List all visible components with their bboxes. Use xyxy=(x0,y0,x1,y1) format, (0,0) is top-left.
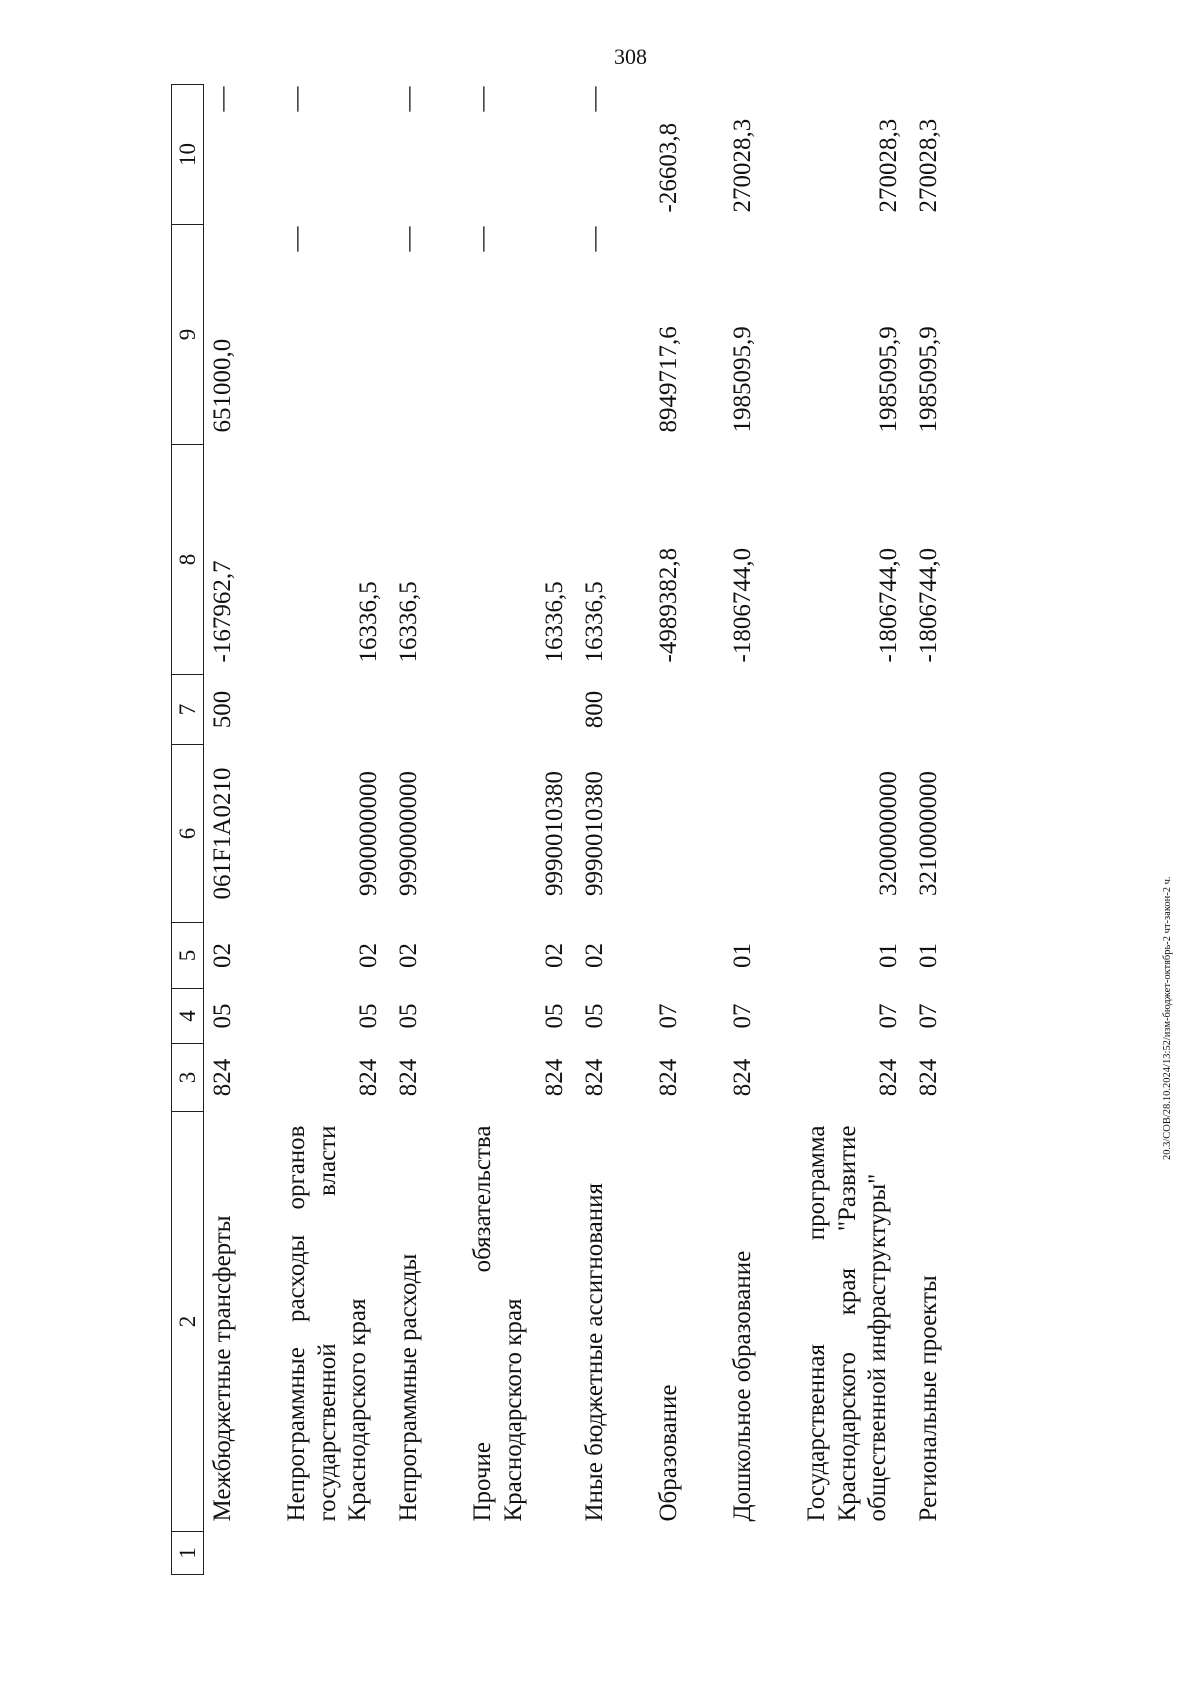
cell-target-article xyxy=(724,745,798,923)
cell-col1 xyxy=(576,1532,650,1575)
header-col-5: 5 xyxy=(172,923,204,989)
cell-expense-type xyxy=(464,675,576,745)
header-col-2: 2 xyxy=(172,1112,204,1532)
cell-subsection: 02 xyxy=(209,943,236,968)
header-col-10: 10 xyxy=(172,85,204,225)
header-col-6: 6 xyxy=(172,745,204,923)
table-row xyxy=(390,85,464,1575)
cell-name: Иные бюджетные ассигнования xyxy=(581,1182,608,1522)
cell-amount-1: -1806744,0 xyxy=(874,547,902,663)
header-col-7: 7 xyxy=(172,675,204,745)
cell-amount-3: 270028,3 xyxy=(915,118,942,213)
cell-subsection: 02 xyxy=(354,943,382,968)
cell-amount-1: 16336,5 xyxy=(354,581,382,663)
cell-target-article: 3210000000 xyxy=(915,771,942,896)
cell-amount-2: 8949717,6 xyxy=(655,326,682,433)
cell-amount-3: — xyxy=(581,86,608,112)
table-row xyxy=(724,85,798,1575)
cell-amount-1: -167962,7 xyxy=(209,560,236,663)
cell-amount-2: — xyxy=(581,226,608,252)
cell-section: 05 xyxy=(581,1003,608,1029)
cell-amount-2: 1985095,9 xyxy=(874,326,902,433)
cell-target-article xyxy=(650,745,724,923)
cell-target-article: 3200000000 xyxy=(874,771,902,896)
cell-name: Региональные проекты xyxy=(915,1275,942,1522)
cell-expense-type xyxy=(650,675,724,745)
cell-expense-type xyxy=(278,675,390,745)
cell-amount-3: — xyxy=(209,86,236,112)
cell-amount-2: 1985095,9 xyxy=(915,326,942,433)
cell-section: 05 xyxy=(395,1003,422,1029)
cell-target-article: 9990000000 xyxy=(395,771,422,896)
cell-subsection: 01 xyxy=(874,943,902,968)
cell-col1 xyxy=(910,1532,984,1575)
cell-amount-2: — xyxy=(395,226,422,252)
cell-amount-3: 270028,3 xyxy=(874,118,902,213)
cell-section: 07 xyxy=(655,1003,682,1029)
header-col-9: 9 xyxy=(172,225,204,445)
cell-subsection: 01 xyxy=(729,943,756,968)
cell-section: 07 xyxy=(729,1003,756,1029)
header-col-8: 8 xyxy=(172,445,204,675)
cell-amount-3: — xyxy=(283,86,310,112)
cell-subsection xyxy=(650,923,724,989)
cell-target-article: 9990010380 xyxy=(540,771,568,896)
cell-amount-1: -1806744,0 xyxy=(729,547,756,663)
cell-col1 xyxy=(724,1532,798,1575)
table-row xyxy=(910,85,984,1575)
table-row xyxy=(278,85,390,1575)
cell-expense-type xyxy=(724,675,798,745)
budget-table xyxy=(171,84,984,1575)
cell-amount-2: 1985095,9 xyxy=(729,326,756,433)
cell-amount-2: 651000,0 xyxy=(209,338,236,433)
cell-ministry: 824 xyxy=(540,1058,568,1097)
cell-ministry: 824 xyxy=(729,1058,756,1097)
cell-subsection: 02 xyxy=(540,943,568,968)
cell-subsection: 01 xyxy=(915,943,942,968)
header-col-1: 1 xyxy=(172,1532,204,1575)
table-row xyxy=(464,85,576,1575)
cell-ministry: 824 xyxy=(874,1058,902,1097)
cell-ministry: 824 xyxy=(354,1058,382,1097)
cell-expense-type xyxy=(798,675,910,745)
cell-col1 xyxy=(650,1532,724,1575)
header-col-4: 4 xyxy=(172,989,204,1044)
cell-col1 xyxy=(798,1532,910,1575)
header-col-3: 3 xyxy=(172,1044,204,1112)
cell-col1 xyxy=(390,1532,464,1575)
cell-ministry: 824 xyxy=(395,1058,422,1097)
cell-target-article: 061F1A0210 xyxy=(209,767,236,900)
cell-name: Государственная программа Краснодарского края "Развитие общественной инфраструктуры" xyxy=(803,1125,891,1522)
cell-name: Прочие обязательства Краснодарского края xyxy=(469,1125,527,1522)
table-row xyxy=(650,85,724,1575)
cell-name: Межбюджетные трансферты xyxy=(209,1215,236,1522)
cell-ministry: 824 xyxy=(209,1058,236,1097)
cell-expense-type: 800 xyxy=(581,690,608,729)
cell-ministry: 824 xyxy=(581,1058,608,1097)
table-row xyxy=(576,85,650,1575)
cell-expense-type: 500 xyxy=(209,690,236,729)
cell-amount-1: 16336,5 xyxy=(395,581,422,663)
cell-col1 xyxy=(278,1532,390,1575)
cell-amount-1: -1806744,0 xyxy=(915,547,942,663)
cell-section: 05 xyxy=(209,1003,236,1029)
cell-section: 05 xyxy=(540,1003,568,1029)
cell-subsection: 02 xyxy=(395,943,422,968)
cell-col1 xyxy=(204,1532,279,1575)
cell-section: 07 xyxy=(915,1003,942,1029)
cell-subsection: 02 xyxy=(581,943,608,968)
cell-section: 05 xyxy=(354,1003,382,1029)
cell-target-article: 9990010380 xyxy=(581,771,608,896)
cell-expense-type xyxy=(390,675,464,745)
cell-amount-1: -4989382,8 xyxy=(655,547,682,663)
rotated-table-wrapper xyxy=(171,85,1041,1575)
cell-amount-2: — xyxy=(469,226,496,252)
cell-name: Непрограммные расходы xyxy=(395,1253,422,1522)
cell-section: 07 xyxy=(874,1003,902,1029)
cell-expense-type xyxy=(910,675,984,745)
cell-amount-3: 270028,3 xyxy=(729,118,756,213)
cell-name: Образование xyxy=(655,1384,682,1522)
table-row xyxy=(798,85,910,1575)
cell-name: Непрограммные расходы органов государственной власти Краснодарского края xyxy=(283,1125,371,1522)
cell-ministry: 824 xyxy=(915,1058,942,1097)
cell-name: Дошкольное образование xyxy=(729,1250,756,1522)
cell-target-article: 9900000000 xyxy=(354,771,382,896)
cell-col1 xyxy=(464,1532,576,1575)
table-header-row xyxy=(172,85,204,1575)
table-row xyxy=(204,85,279,1575)
document-footer-code: 20.3/СОВ/28.10.2024/13:52/изм-бюджет-октябрь-2 чт-закон-2 ч. xyxy=(1162,876,1173,1160)
page-number: 308 xyxy=(614,44,647,69)
cell-amount-3: — xyxy=(395,86,422,112)
cell-ministry: 824 xyxy=(655,1058,682,1097)
cell-amount-2: — xyxy=(283,226,310,252)
cell-amount-3: — xyxy=(469,86,496,112)
cell-amount-3: -26603,8 xyxy=(655,122,682,213)
cell-amount-1: 16336,5 xyxy=(540,581,568,663)
cell-amount-1: 16336,5 xyxy=(581,581,608,663)
